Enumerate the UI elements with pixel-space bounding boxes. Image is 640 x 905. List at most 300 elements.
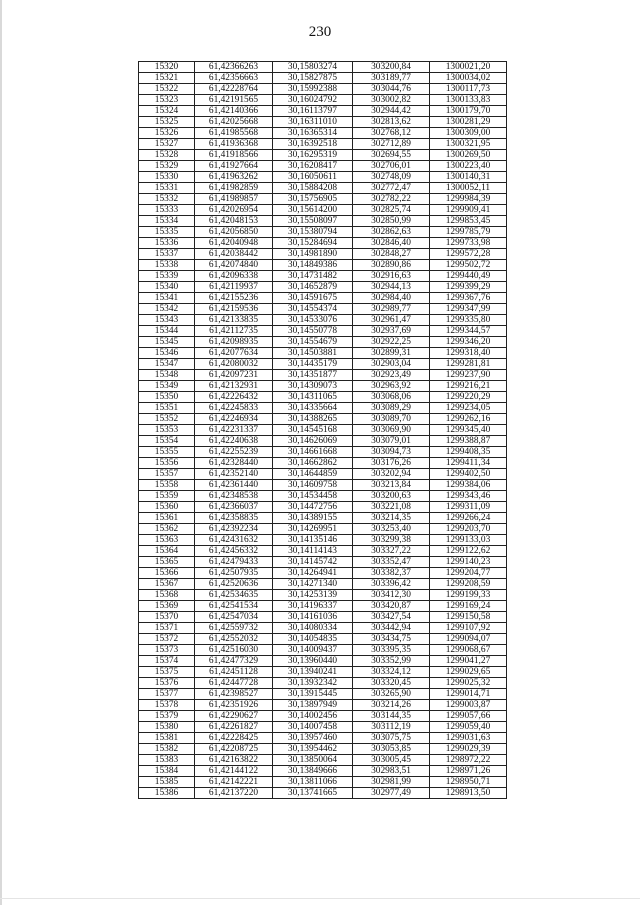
table-row (139, 667, 507, 678)
point-number-cell: 15376 (139, 678, 195, 689)
table-row (139, 106, 507, 117)
point-number-cell: 15370 (139, 612, 195, 623)
table-row (139, 183, 507, 194)
longitude-cell: 30,14545168 (273, 425, 353, 436)
latitude-cell: 61,41963262 (195, 172, 273, 183)
longitude-cell: 30,14196337 (273, 601, 353, 612)
table-row (139, 326, 507, 337)
latitude-cell: 61,42132931 (195, 381, 273, 392)
longitude-cell: 30,13960440 (273, 656, 353, 667)
y-coordinate-cell: 1299733,98 (430, 238, 507, 249)
longitude-cell: 30,16392518 (273, 139, 353, 150)
y-coordinate-cell: 1300117,73 (430, 84, 507, 95)
y-coordinate-cell: 1299003,87 (430, 700, 507, 711)
x-coordinate-cell: 303382,37 (353, 568, 430, 579)
point-number-cell: 15383 (139, 755, 195, 766)
latitude-cell: 61,42191565 (195, 95, 273, 106)
longitude-cell: 30,16208417 (273, 161, 353, 172)
latitude-cell: 61,42290627 (195, 711, 273, 722)
point-number-cell: 15337 (139, 249, 195, 260)
y-coordinate-cell: 1299014,71 (430, 689, 507, 700)
y-coordinate-cell: 1299853,45 (430, 216, 507, 227)
longitude-cell: 30,14309073 (273, 381, 353, 392)
table-row (139, 370, 507, 381)
point-number-cell: 15379 (139, 711, 195, 722)
table-row (139, 194, 507, 205)
table-row (139, 788, 507, 799)
x-coordinate-cell: 302977,49 (353, 788, 430, 799)
x-coordinate-cell: 303442,94 (353, 623, 430, 634)
longitude-cell: 30,14114143 (273, 546, 353, 557)
point-number-cell: 15347 (139, 359, 195, 370)
longitude-cell: 30,16024792 (273, 95, 353, 106)
longitude-cell: 30,14554374 (273, 304, 353, 315)
x-coordinate-cell: 303213,84 (353, 480, 430, 491)
table-row (139, 634, 507, 645)
longitude-cell: 30,14271340 (273, 579, 353, 590)
x-coordinate-cell: 302850,99 (353, 216, 430, 227)
x-coordinate-cell: 302922,25 (353, 337, 430, 348)
x-coordinate-cell: 302944,42 (353, 106, 430, 117)
latitude-cell: 61,42208725 (195, 744, 273, 755)
table-row (139, 711, 507, 722)
y-coordinate-cell: 1299281,81 (430, 359, 507, 370)
x-coordinate-cell: 302813,62 (353, 117, 430, 128)
y-coordinate-cell: 1300281,29 (430, 117, 507, 128)
x-coordinate-cell: 303069,90 (353, 425, 430, 436)
y-coordinate-cell: 1299094,07 (430, 634, 507, 645)
point-number-cell: 15343 (139, 315, 195, 326)
longitude-cell: 30,14135146 (273, 535, 353, 546)
longitude-cell: 30,14269951 (273, 524, 353, 535)
longitude-cell: 30,16311010 (273, 117, 353, 128)
y-coordinate-cell: 1299107,92 (430, 623, 507, 634)
x-coordinate-cell: 303396,42 (353, 579, 430, 590)
latitude-cell: 61,42226432 (195, 392, 273, 403)
latitude-cell: 61,42398527 (195, 689, 273, 700)
table-row (139, 579, 507, 590)
latitude-cell: 61,42240638 (195, 436, 273, 447)
y-coordinate-cell: 1299984,39 (430, 194, 507, 205)
x-coordinate-cell: 303395,35 (353, 645, 430, 656)
longitude-cell: 30,14335664 (273, 403, 353, 414)
x-coordinate-cell: 302846,40 (353, 238, 430, 249)
point-number-cell: 15333 (139, 205, 195, 216)
latitude-cell: 61,42074840 (195, 260, 273, 271)
point-number-cell: 15362 (139, 524, 195, 535)
latitude-cell: 61,42534635 (195, 590, 273, 601)
table-row (139, 601, 507, 612)
table-row (139, 458, 507, 469)
point-number-cell: 15367 (139, 579, 195, 590)
longitude-cell: 30,16365314 (273, 128, 353, 139)
y-coordinate-cell: 1299399,29 (430, 282, 507, 293)
y-coordinate-cell: 1300269,50 (430, 150, 507, 161)
x-coordinate-cell: 302983,51 (353, 766, 430, 777)
latitude-cell: 61,42451128 (195, 667, 273, 678)
point-number-cell: 15329 (139, 161, 195, 172)
longitude-cell: 30,14662862 (273, 458, 353, 469)
table-row (139, 733, 507, 744)
point-number-cell: 15336 (139, 238, 195, 249)
point-number-cell: 15331 (139, 183, 195, 194)
point-number-cell: 15363 (139, 535, 195, 546)
y-coordinate-cell: 1299402,50 (430, 469, 507, 480)
longitude-cell: 30,13940241 (273, 667, 353, 678)
longitude-cell: 30,13741665 (273, 788, 353, 799)
y-coordinate-cell: 1299031,63 (430, 733, 507, 744)
x-coordinate-cell: 302706,01 (353, 161, 430, 172)
y-coordinate-cell: 1299025,32 (430, 678, 507, 689)
y-coordinate-cell: 1299335,80 (430, 315, 507, 326)
table-row (139, 535, 507, 546)
latitude-cell: 61,42255239 (195, 447, 273, 458)
y-coordinate-cell: 1299440,49 (430, 271, 507, 282)
x-coordinate-cell: 303412,30 (353, 590, 430, 601)
y-coordinate-cell: 1300140,31 (430, 172, 507, 183)
table-row (139, 678, 507, 689)
y-coordinate-cell: 1299909,41 (430, 205, 507, 216)
latitude-cell: 61,42026954 (195, 205, 273, 216)
table-row (139, 546, 507, 557)
longitude-cell: 30,14652879 (273, 282, 353, 293)
longitude-cell: 30,14435179 (273, 359, 353, 370)
point-number-cell: 15373 (139, 645, 195, 656)
x-coordinate-cell: 303221,08 (353, 502, 430, 513)
point-number-cell: 15360 (139, 502, 195, 513)
table-row (139, 491, 507, 502)
point-number-cell: 15385 (139, 777, 195, 788)
x-coordinate-cell: 303427,54 (353, 612, 430, 623)
point-number-cell: 15354 (139, 436, 195, 447)
latitude-cell: 61,42366263 (195, 62, 273, 73)
point-number-cell: 15364 (139, 546, 195, 557)
latitude-cell: 61,42261827 (195, 722, 273, 733)
y-coordinate-cell: 1299234,05 (430, 403, 507, 414)
longitude-cell: 30,13849666 (273, 766, 353, 777)
latitude-cell: 61,42228764 (195, 84, 273, 95)
y-coordinate-cell: 1299408,35 (430, 447, 507, 458)
longitude-cell: 30,15614200 (273, 205, 353, 216)
x-coordinate-cell: 302768,12 (353, 128, 430, 139)
x-coordinate-cell: 302916,63 (353, 271, 430, 282)
y-coordinate-cell: 1299133,03 (430, 535, 507, 546)
table-row (139, 260, 507, 271)
latitude-cell: 61,42096338 (195, 271, 273, 282)
latitude-cell: 61,41936368 (195, 139, 273, 150)
point-number-cell: 15326 (139, 128, 195, 139)
table-row (139, 755, 507, 766)
table-row (139, 84, 507, 95)
longitude-cell: 30,14981890 (273, 249, 353, 260)
y-coordinate-cell: 1299122,62 (430, 546, 507, 557)
table-row (139, 282, 507, 293)
y-coordinate-cell: 1299266,24 (430, 513, 507, 524)
latitude-cell: 61,41918566 (195, 150, 273, 161)
point-number-cell: 15356 (139, 458, 195, 469)
point-number-cell: 15344 (139, 326, 195, 337)
table-row (139, 590, 507, 601)
table-row (139, 568, 507, 579)
coordinates-table (138, 61, 507, 799)
point-number-cell: 15338 (139, 260, 195, 271)
point-number-cell: 15384 (139, 766, 195, 777)
x-coordinate-cell: 303112,19 (353, 722, 430, 733)
longitude-cell: 30,14533076 (273, 315, 353, 326)
latitude-cell: 61,42080032 (195, 359, 273, 370)
x-coordinate-cell: 302937,69 (353, 326, 430, 337)
latitude-cell: 61,42541534 (195, 601, 273, 612)
longitude-cell: 30,14054835 (273, 634, 353, 645)
latitude-cell: 61,42025668 (195, 117, 273, 128)
table-row (139, 414, 507, 425)
x-coordinate-cell: 303320,45 (353, 678, 430, 689)
x-coordinate-cell: 302862,63 (353, 227, 430, 238)
point-number-cell: 15369 (139, 601, 195, 612)
point-number-cell: 15378 (139, 700, 195, 711)
y-coordinate-cell: 1299041,27 (430, 656, 507, 667)
y-coordinate-cell: 1299344,57 (430, 326, 507, 337)
x-coordinate-cell: 302848,27 (353, 249, 430, 260)
longitude-cell: 30,15756905 (273, 194, 353, 205)
latitude-cell: 61,42456332 (195, 546, 273, 557)
longitude-cell: 30,14080334 (273, 623, 353, 634)
longitude-cell: 30,15284694 (273, 238, 353, 249)
point-number-cell: 15332 (139, 194, 195, 205)
latitude-cell: 61,42328440 (195, 458, 273, 469)
x-coordinate-cell: 303434,75 (353, 634, 430, 645)
latitude-cell: 61,41982859 (195, 183, 273, 194)
x-coordinate-cell: 302694,55 (353, 150, 430, 161)
y-coordinate-cell: 1300034,02 (430, 73, 507, 84)
point-number-cell: 15320 (139, 62, 195, 73)
longitude-cell: 30,14644859 (273, 469, 353, 480)
longitude-cell: 30,14534458 (273, 491, 353, 502)
table-row (139, 612, 507, 623)
point-number-cell: 15374 (139, 656, 195, 667)
point-number-cell: 15358 (139, 480, 195, 491)
table-row (139, 227, 507, 238)
point-number-cell: 15366 (139, 568, 195, 579)
table-row (139, 293, 507, 304)
latitude-cell: 61,42366037 (195, 502, 273, 513)
longitude-cell: 30,13811066 (273, 777, 353, 788)
longitude-cell: 30,14002456 (273, 711, 353, 722)
y-coordinate-cell: 1299262,16 (430, 414, 507, 425)
point-number-cell: 15340 (139, 282, 195, 293)
x-coordinate-cell: 303352,47 (353, 557, 430, 568)
point-number-cell: 15345 (139, 337, 195, 348)
latitude-cell: 61,42358835 (195, 513, 273, 524)
table-row (139, 139, 507, 150)
y-coordinate-cell: 1299311,09 (430, 502, 507, 513)
point-number-cell: 15321 (139, 73, 195, 84)
x-coordinate-cell: 303002,82 (353, 95, 430, 106)
point-number-cell: 15353 (139, 425, 195, 436)
longitude-cell: 30,14503881 (273, 348, 353, 359)
point-number-cell: 15346 (139, 348, 195, 359)
x-coordinate-cell: 303068,06 (353, 392, 430, 403)
x-coordinate-cell: 302772,47 (353, 183, 430, 194)
longitude-cell: 30,14351877 (273, 370, 353, 381)
y-coordinate-cell: 1299384,06 (430, 480, 507, 491)
longitude-cell: 30,13957460 (273, 733, 353, 744)
point-number-cell: 15330 (139, 172, 195, 183)
table-row (139, 722, 507, 733)
longitude-cell: 30,14661668 (273, 447, 353, 458)
y-coordinate-cell: 1300052,11 (430, 183, 507, 194)
x-coordinate-cell: 302981,99 (353, 777, 430, 788)
x-coordinate-cell: 302890,86 (353, 260, 430, 271)
latitude-cell: 61,42552032 (195, 634, 273, 645)
latitude-cell: 61,42231337 (195, 425, 273, 436)
latitude-cell: 61,41985568 (195, 128, 273, 139)
latitude-cell: 61,42112735 (195, 326, 273, 337)
point-number-cell: 15372 (139, 634, 195, 645)
table-row (139, 656, 507, 667)
longitude-cell: 30,14731482 (273, 271, 353, 282)
latitude-cell: 61,42477329 (195, 656, 273, 667)
latitude-cell: 61,41927664 (195, 161, 273, 172)
y-coordinate-cell: 1300021,20 (430, 62, 507, 73)
longitude-cell: 30,14388265 (273, 414, 353, 425)
y-coordinate-cell: 1300179,70 (430, 106, 507, 117)
point-number-cell: 15357 (139, 469, 195, 480)
longitude-cell: 30,14007458 (273, 722, 353, 733)
point-number-cell: 15380 (139, 722, 195, 733)
point-number-cell: 15382 (139, 744, 195, 755)
x-coordinate-cell: 303094,73 (353, 447, 430, 458)
x-coordinate-cell: 303075,75 (353, 733, 430, 744)
longitude-cell: 30,14591675 (273, 293, 353, 304)
x-coordinate-cell: 302825,74 (353, 205, 430, 216)
latitude-cell: 61,42547034 (195, 612, 273, 623)
table-row (139, 777, 507, 788)
point-number-cell: 15377 (139, 689, 195, 700)
point-number-cell: 15334 (139, 216, 195, 227)
latitude-cell: 61,41989857 (195, 194, 273, 205)
latitude-cell: 61,42356663 (195, 73, 273, 84)
table-row (139, 359, 507, 370)
x-coordinate-cell: 303299,38 (353, 535, 430, 546)
table-row (139, 689, 507, 700)
longitude-cell: 30,15827875 (273, 73, 353, 84)
y-coordinate-cell: 1299140,23 (430, 557, 507, 568)
x-coordinate-cell: 303327,22 (353, 546, 430, 557)
x-coordinate-cell: 302903,04 (353, 359, 430, 370)
latitude-cell: 61,42246934 (195, 414, 273, 425)
table-row (139, 700, 507, 711)
y-coordinate-cell: 1299029,65 (430, 667, 507, 678)
y-coordinate-cell: 1299237,90 (430, 370, 507, 381)
latitude-cell: 61,42351926 (195, 700, 273, 711)
longitude-cell: 30,15508097 (273, 216, 353, 227)
x-coordinate-cell: 303053,85 (353, 744, 430, 755)
point-number-cell: 15342 (139, 304, 195, 315)
y-coordinate-cell: 1299343,46 (430, 491, 507, 502)
latitude-cell: 61,42392234 (195, 524, 273, 535)
coordinates-table-body (139, 62, 507, 799)
x-coordinate-cell: 303202,94 (353, 469, 430, 480)
longitude-cell: 30,14472756 (273, 502, 353, 513)
x-coordinate-cell: 303352,99 (353, 656, 430, 667)
table-row (139, 480, 507, 491)
y-coordinate-cell: 1299345,40 (430, 425, 507, 436)
y-coordinate-cell: 1299057,66 (430, 711, 507, 722)
latitude-cell: 61,42144122 (195, 766, 273, 777)
point-number-cell: 15322 (139, 84, 195, 95)
table-row (139, 205, 507, 216)
scan-edge-bottom (0, 898, 640, 899)
point-number-cell: 15349 (139, 381, 195, 392)
point-number-cell: 15365 (139, 557, 195, 568)
point-number-cell: 15351 (139, 403, 195, 414)
latitude-cell: 61,42098935 (195, 337, 273, 348)
y-coordinate-cell: 1299572,28 (430, 249, 507, 260)
table-row (139, 524, 507, 535)
x-coordinate-cell: 303200,63 (353, 491, 430, 502)
y-coordinate-cell: 1299318,40 (430, 348, 507, 359)
longitude-cell: 30,13954462 (273, 744, 353, 755)
longitude-cell: 30,15884208 (273, 183, 353, 194)
x-coordinate-cell: 303253,40 (353, 524, 430, 535)
y-coordinate-cell: 1299029,39 (430, 744, 507, 755)
latitude-cell: 61,42048153 (195, 216, 273, 227)
latitude-cell: 61,42245833 (195, 403, 273, 414)
table-row (139, 557, 507, 568)
latitude-cell: 61,42142221 (195, 777, 273, 788)
y-coordinate-cell: 1299502,72 (430, 260, 507, 271)
point-number-cell: 15359 (139, 491, 195, 502)
point-number-cell: 15375 (139, 667, 195, 678)
table-row (139, 216, 507, 227)
table-row (139, 161, 507, 172)
y-coordinate-cell: 1299785,79 (430, 227, 507, 238)
table-row (139, 238, 507, 249)
table-row (139, 766, 507, 777)
latitude-cell: 61,42352140 (195, 469, 273, 480)
table-row (139, 348, 507, 359)
x-coordinate-cell: 303176,26 (353, 458, 430, 469)
longitude-cell: 30,14161036 (273, 612, 353, 623)
longitude-cell: 30,16050611 (273, 172, 353, 183)
x-coordinate-cell: 303089,70 (353, 414, 430, 425)
y-coordinate-cell: 1299199,33 (430, 590, 507, 601)
latitude-cell: 61,42228425 (195, 733, 273, 744)
table-row (139, 744, 507, 755)
latitude-cell: 61,42097231 (195, 370, 273, 381)
y-coordinate-cell: 1300321,95 (430, 139, 507, 150)
longitude-cell: 30,14554679 (273, 337, 353, 348)
table-row (139, 271, 507, 282)
y-coordinate-cell: 1300309,00 (430, 128, 507, 139)
table-row (139, 315, 507, 326)
point-number-cell: 15361 (139, 513, 195, 524)
longitude-cell: 30,14264941 (273, 568, 353, 579)
x-coordinate-cell: 302923,49 (353, 370, 430, 381)
y-coordinate-cell: 1298971,26 (430, 766, 507, 777)
point-number-cell: 15324 (139, 106, 195, 117)
x-coordinate-cell: 303189,77 (353, 73, 430, 84)
table-row (139, 645, 507, 656)
table-row (139, 150, 507, 161)
y-coordinate-cell: 1299169,24 (430, 601, 507, 612)
point-number-cell: 15327 (139, 139, 195, 150)
y-coordinate-cell: 1299347,99 (430, 304, 507, 315)
point-number-cell: 15381 (139, 733, 195, 744)
y-coordinate-cell: 1299216,21 (430, 381, 507, 392)
point-number-cell: 15368 (139, 590, 195, 601)
